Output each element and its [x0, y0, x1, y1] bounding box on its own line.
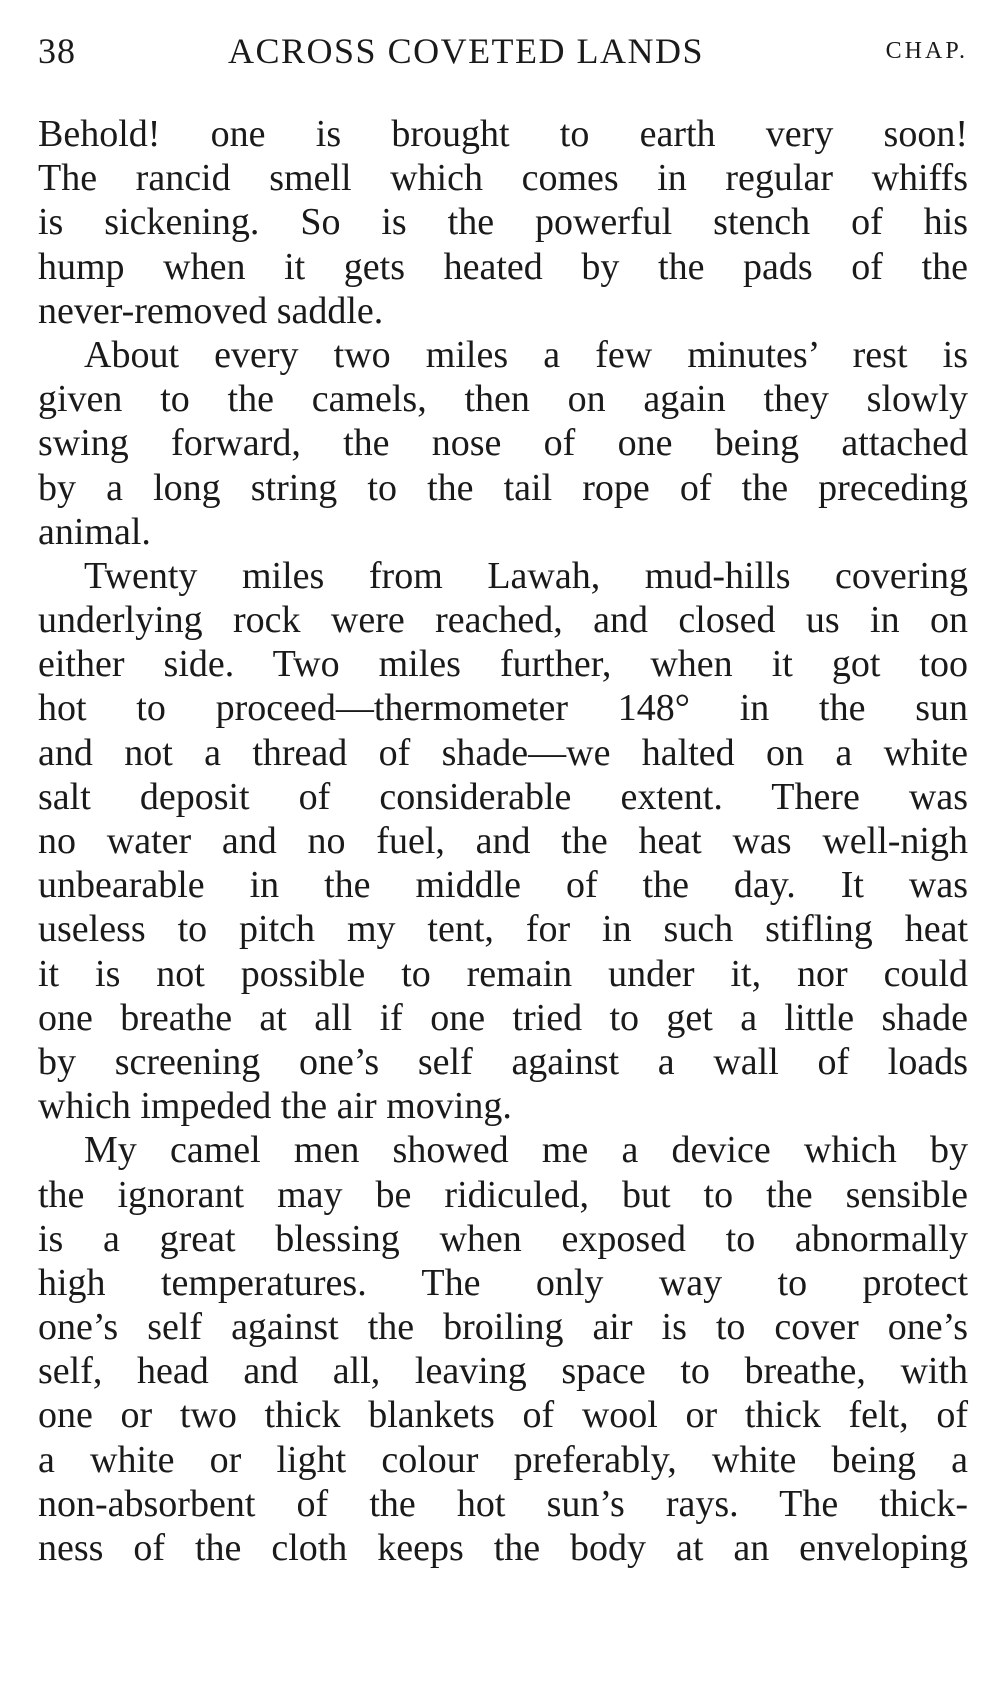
- text-line: never-removed saddle.: [38, 289, 384, 332]
- text-line: underlying rock were reached, and closed us in on: [38, 599, 968, 642]
- running-head: [38, 30, 968, 80]
- page-number: 38: [38, 31, 76, 71]
- text-line: the ignorant may be ridiculed, but to the sensible: [38, 1173, 968, 1216]
- text-line: hump when it gets heated by the pads of the: [38, 245, 968, 288]
- text-line: by a long string to the tail rope of the preceding: [38, 466, 968, 509]
- text-line: animal.: [38, 510, 151, 553]
- text-line: is a great blessing when exposed to abnormally: [38, 1217, 968, 1260]
- text-line: swing forward, the nose of one being attached: [38, 422, 968, 465]
- text-line: Behold! one is brought to earth very soon!: [38, 113, 968, 155]
- text-line: one breathe at all if one tried to get a little shade: [38, 996, 968, 1039]
- chapter-label: CHAP.: [885, 38, 968, 64]
- text-line: ness of the cloth keeps the body at an enveloping: [38, 1527, 968, 1569]
- text-line: unbearable in the middle of the day. It was: [38, 864, 968, 907]
- text-line: high temperatures. The only way to protect: [38, 1261, 968, 1304]
- paragraph: [38, 554, 968, 1128]
- text-line: About every two miles a few minutes’ rest is: [84, 333, 968, 376]
- paragraph: [38, 333, 968, 554]
- text-line: useless to pitch my tent, for in such stifling heat: [38, 908, 968, 951]
- text-line: it is not possible to remain under it, nor could: [38, 952, 968, 995]
- text-line: is sickening. So is the powerful stench of his: [38, 201, 968, 244]
- paragraph: [38, 112, 968, 333]
- text-line: salt deposit of considerable extent. There was: [38, 775, 968, 818]
- text-line: one’s self against the broiling air is to cover one’s: [38, 1306, 968, 1349]
- body-text: [38, 112, 968, 1570]
- text-line: given to the camels, then on again they slowly: [38, 378, 968, 421]
- text-line: My camel men showed me a device which by: [84, 1129, 968, 1172]
- text-line: Twenty miles from Lawah, mud-hills covering: [84, 554, 968, 597]
- text-line: hot to proceed—thermometer 148° in the sun: [38, 687, 968, 730]
- book-title: ACROSS COVETED LANDS: [228, 31, 705, 71]
- text-line: The rancid smell which comes in regular whiffs: [38, 157, 968, 200]
- text-line: by screening one’s self against a wall of loads: [38, 1040, 968, 1083]
- text-line: a white or light colour preferably, white being a: [38, 1438, 968, 1481]
- text-line: which impeded the air moving.: [38, 1085, 512, 1128]
- text-line: either side. Two miles further, when it got too: [38, 643, 968, 686]
- text-line: one or two thick blankets of wool or thick felt, of: [38, 1394, 968, 1437]
- text-line: and not a thread of shade—we halted on a white: [38, 731, 968, 774]
- text-line: no water and no fuel, and the heat was well-nigh: [38, 820, 968, 862]
- paragraph: [38, 1128, 968, 1570]
- text-line: self, head and all, leaving space to breathe, with: [38, 1350, 968, 1393]
- text-line: non-absorbent of the hot sun’s rays. The thick-: [38, 1482, 968, 1525]
